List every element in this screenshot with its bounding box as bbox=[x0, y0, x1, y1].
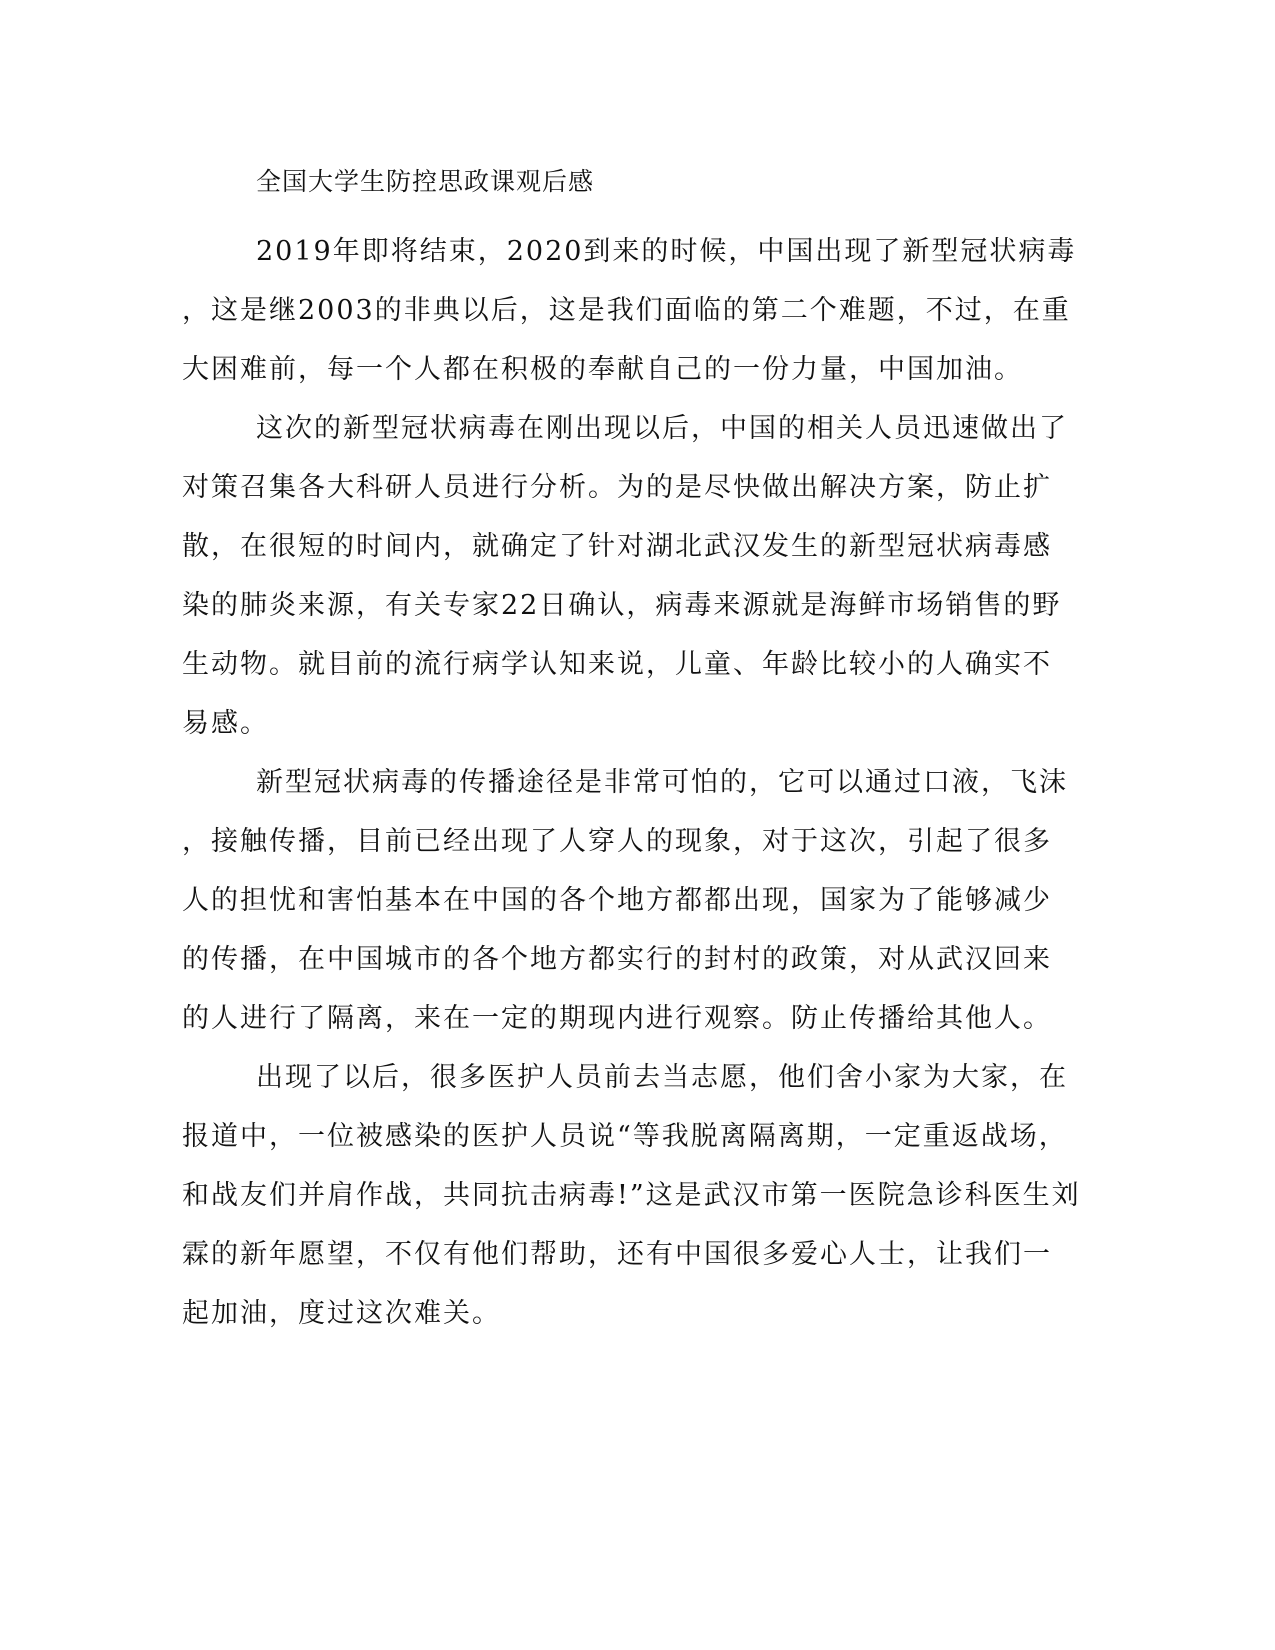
text-line: 大困难前，每一个人都在积极的奉献自己的一份力量，中国加油。 bbox=[182, 354, 1023, 385]
text-line: 和战友们并肩作战，共同抗击病毒!”这是武汉市第一医院急诊科医生刘 bbox=[182, 1180, 1081, 1211]
document-body bbox=[182, 162, 1081, 1343]
text-line: 对策召集各大科研人员进行分析。为的是尽快做出解决方案，防止扩 bbox=[182, 472, 1052, 503]
paragraph-3 bbox=[182, 753, 1068, 1048]
text-line: 的传播，在中国城市的各个地方都实行的封村的政策，对从武汉回来 bbox=[182, 944, 1052, 975]
text-line: ，接触传播，目前已经出现了人穿人的现象，对于这次，引起了很多 bbox=[182, 826, 1052, 857]
text-line: 报道中，一位被感染的医护人员说“等我脱离隔离期，一定重返战场， bbox=[182, 1121, 1068, 1152]
text-line: 2019年即将结束，2020到来的时候，中国出现了新型冠状病毒 bbox=[256, 236, 1077, 267]
text-line: 的人进行了隔离，来在一定的期现内进行观察。防止传播给其他人。 bbox=[182, 1003, 1052, 1034]
text-line: 人的担忧和害怕基本在中国的各个地方都都出现，国家为了能够减少 bbox=[182, 885, 1052, 916]
text-line: 出现了以后，很多医护人员前去当志愿，他们舍小家为大家，在 bbox=[256, 1062, 1068, 1093]
text-line: ，这是继2003的非典以后，这是我们面临的第二个难题，不过，在重 bbox=[182, 295, 1071, 326]
text-line: 生动物。就目前的流行病学认知来说，儿童、年龄比较小的人确实不 bbox=[182, 649, 1052, 680]
text-line: 霖的新年愿望，不仅有他们帮助，还有中国很多爱心人士，让我们一 bbox=[182, 1239, 1052, 1270]
text-line: 易感。 bbox=[182, 708, 269, 739]
text-line: 散，在很短的时间内，就确定了针对湖北武汉发生的新型冠状病毒感 bbox=[182, 531, 1052, 562]
paragraph-4 bbox=[182, 1048, 1081, 1343]
text-line: 这次的新型冠状病毒在刚出现以后，中国的相关人员迅速做出了 bbox=[256, 413, 1068, 444]
text-line: 染的肺炎来源，有关专家22日确认，病毒来源就是海鲜市场销售的野 bbox=[182, 590, 1062, 621]
text-line: 起加油，度过这次难关。 bbox=[182, 1298, 501, 1329]
document-title: 全国大学生防控思政课观后感 bbox=[256, 167, 595, 196]
paragraph-2 bbox=[182, 399, 1068, 753]
text-line: 新型冠状病毒的传播途径是非常可怕的，它可以通过口液，飞沫 bbox=[256, 767, 1068, 798]
paragraph-1 bbox=[182, 222, 1077, 399]
